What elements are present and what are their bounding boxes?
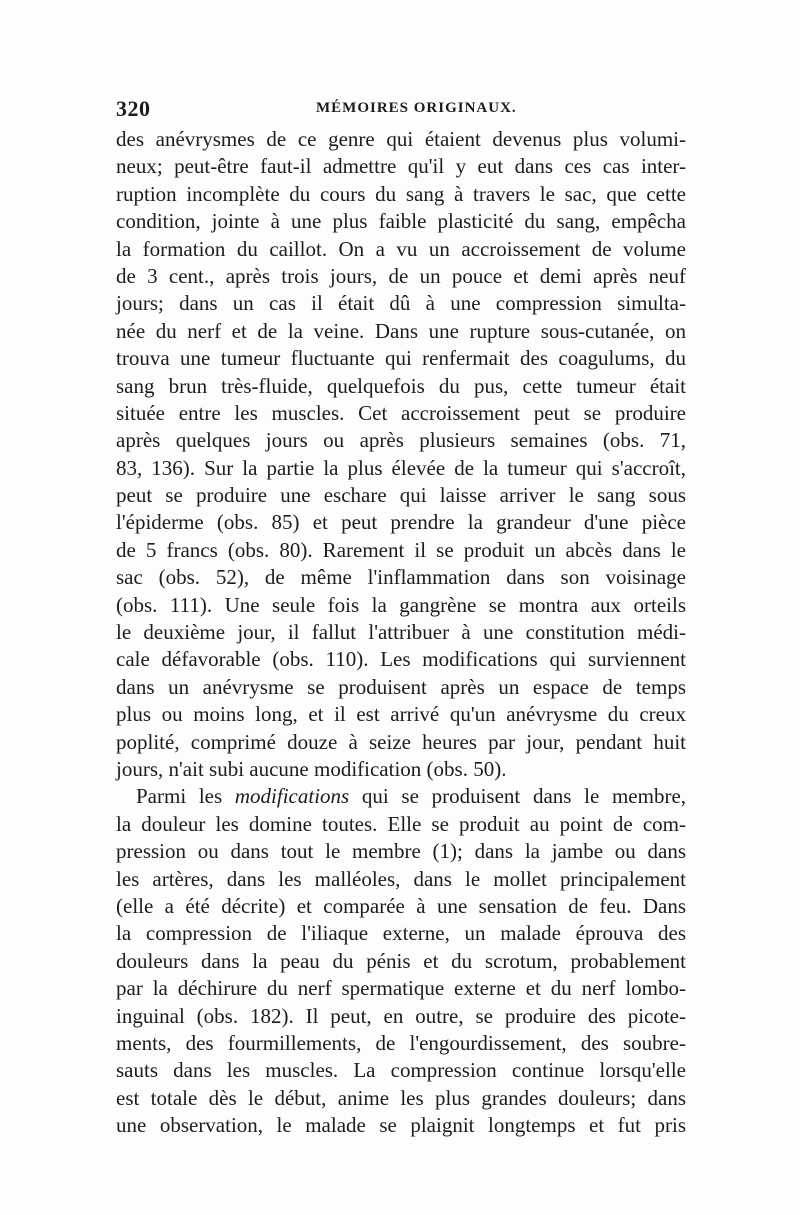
text-line: sauts dans les muscles. La compression continue lorsqu'elle (116, 1058, 686, 1083)
text-line: est totale dès le début, anime les plus grandes douleurs; dans (116, 1085, 686, 1110)
text-line: cale défavorable (obs. 110). Les modifications qui surviennent (116, 647, 686, 672)
text-line: peut se produire une eschare qui laisse arriver le sang sous (116, 483, 686, 508)
text-line: la formation du caillot. On a vu un accroissement de volume (116, 236, 686, 261)
text-line: sang brun très-fluide, quelquefois du pus, cette tumeur était (116, 373, 686, 398)
page-number: 320 (116, 96, 151, 121)
running-head (116, 96, 686, 124)
text-line: née du nerf et de la veine. Dans une rupture sous-cutanée, on (116, 318, 686, 343)
paragraph-2 (116, 783, 686, 1139)
text-line: ruption incomplète du cours du sang à travers le sac, que cette (116, 181, 686, 206)
text-line: jours, n'ait subi aucune modification (obs. 50). (116, 756, 507, 781)
text-line: sac (obs. 52), de même l'inflammation dans son voisinage (116, 565, 686, 590)
text-line: les artères, dans les malléoles, dans le mollet principalement (116, 866, 686, 891)
running-title: MÉMOIRES ORIGINAUX. (316, 100, 517, 116)
paragraph-1 (116, 126, 686, 783)
text-line: poplité, comprimé douze à seize heures par jour, pendant huit (116, 729, 686, 754)
italic-term: modifications (234, 784, 350, 809)
text-fragment: qui se produisent dans le membre, (361, 784, 687, 809)
text-line: jours; dans un cas il était dû à une compression simulta- (116, 291, 686, 316)
text-line: de 5 francs (obs. 80). Rarement il se produit un abcès dans le (116, 537, 686, 562)
text-line: pression ou dans tout le membre (1); dans la jambe ou dans (116, 839, 686, 864)
text-line: par la déchirure du nerf spermatique externe et du nerf lombo- (116, 976, 686, 1001)
text-line: (obs. 111). Une seule fois la gangrène se montra aux orteils (116, 592, 686, 617)
text-line: l'épiderme (obs. 85) et peut prendre la grandeur d'une pièce (116, 510, 686, 535)
text-line (116, 783, 686, 810)
text-line: condition, jointe à une plus faible plasticité du sang, empêcha (116, 209, 686, 234)
text-line: plus ou moins long, et il est arrivé qu'un anévrysme du creux (116, 702, 686, 727)
text-line: dans un anévrysme se produisent après un espace de temps (116, 674, 686, 699)
text-line: la douleur les domine toutes. Elle se produit au point de com- (116, 811, 686, 836)
text-line: le deuxième jour, il fallut l'attribuer à une constitution médi- (116, 620, 686, 645)
text-line: (elle a été décrite) et comparée à une sensation de feu. Dans (116, 893, 686, 918)
text-fragment: Parmi les (136, 784, 223, 809)
text-line: neux; peut-être faut-il admettre qu'il y eut dans ces cas inter- (116, 154, 686, 179)
text-line: située entre les muscles. Cet accroissement peut se produire (116, 400, 686, 425)
text-line: après quelques jours ou après plusieurs semaines (obs. 71, (116, 428, 686, 453)
text-line: 83, 136). Sur la partie la plus élevée de la tumeur qui s'accroît, (116, 455, 686, 480)
body-text (116, 126, 686, 1139)
text-line: une observation, le malade se plaignit longtemps et fut pris (116, 1113, 686, 1138)
text-line: la compression de l'iliaque externe, un malade éprouva des (116, 921, 686, 946)
text-line: douleurs dans la peau du pénis et du scrotum, probablement (116, 948, 686, 973)
text-line: inguinal (obs. 182). Il peut, en outre, se produire des picote- (116, 1003, 686, 1028)
text-line: de 3 cent., après trois jours, de un pouce et demi après neuf (116, 263, 686, 288)
text-line: trouva une tumeur fluctuante qui renfermait des coagulums, du (116, 346, 686, 371)
text-line: des anévrysmes de ce genre qui étaient devenus plus volumi- (116, 127, 686, 151)
text-line: ments, des fourmillements, de l'engourdissement, des soubre- (116, 1030, 686, 1055)
